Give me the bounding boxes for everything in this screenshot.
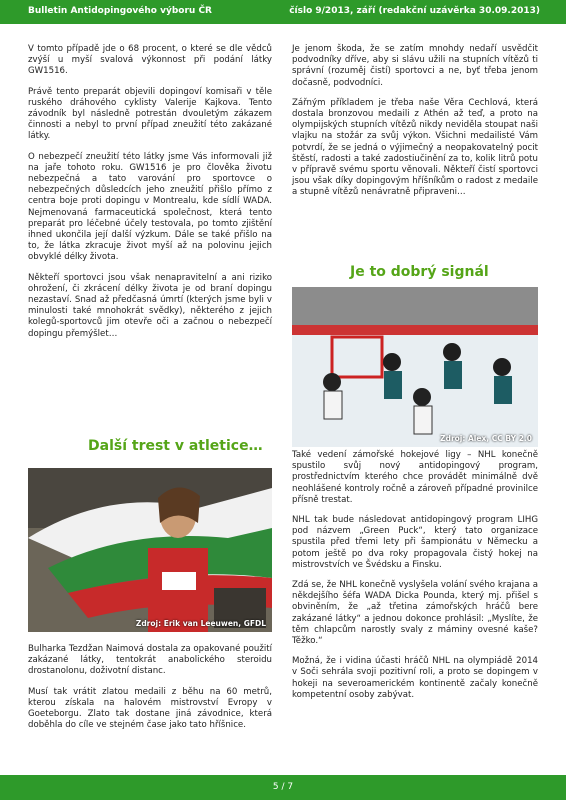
paragraph: Právě tento preparát objevili dopingoví komisaři v těle ruského dráhového cyklisty Valerije Kajkova. Tento závodník byl následně potrestán dvouletým zákazem činnosti a nebyl to první případ zneužití této zakázané látky. (28, 86, 272, 142)
right-column-continued (292, 450, 538, 710)
photo-caption: Zdroj: Alex, CC BY 2.0 (440, 434, 532, 443)
paragraph: Zářným příkladem je třeba naše Věra Cechlová, která dostala bronzovou medaili z Athén až teď, a proto na olympijských stupních vítězů nikdy neviděla stoupat naši vlajku na stožár za svůj výkon. Všichni medailisté Vám potvrdí, že se jedná o výjimečný a neopakovatelný pocit štěstí, radosti a také zadostiučinění za to, kolik litrů potu v přípravě svému sportu věnovali. Někteří čistí sportovci jsou však díky dopingovým hříšníkům o radost z medaile a stupně vítězů nenávratně připraveni… (292, 97, 538, 198)
paragraph: NHL tak bude následovat antidopingový program LIHG pod názvem „Green Puck“, který tato organizace spustila před třemi lety při šampionátu v Německu a potom ještě po dva roky propagovala čistý hokej na mistrovstvích ve Švédsku a Finsku. (292, 515, 538, 570)
paragraph: Musí tak vrátit zlatou medaili z běhu na 60 metrů, kterou získala na halovém mistrovství Evropy v Goeteborgu. Zlato tak dostane jiná závodnice, která doběhla do cíle ve stejném čase jako tato hříšnice. (28, 686, 272, 731)
paragraph: O nebezpečí zneužití této látky jsme Vás informovali již na jaře tohoto roku. GW1516 je pro člověka životu nebezpečná a tato varování pro sportovce o nebezpečných důsledcích jeho zneužití přišlo přímo z centra boje proti dopingu v Montrealu, kde sídlí WADA. Nejmenovaná farmaceutická společnost, která tento preparát pro léčebné účely testovala, po tomto zjištění ihned ukončila její další výzkum. Dále se také přišlo na to, že látka zkracuje život myší až na polovinu jejich obvyklé délky života. (28, 151, 272, 263)
bulletin-title: Bulletin Antidopingového výboru ČR (28, 6, 212, 16)
hockey-photo (292, 287, 538, 447)
paragraph: Je jenom škoda, že se zatím mnohdy nedaří usvědčit podvodníky dříve, aby si slávu užili na stupních vítězů ti správní (rozuměj čistí) sportovci a ne, byť třeba jenom dočasně, podvodníci. (292, 44, 538, 88)
photo-caption: Zdroj: Erik van Leeuwen, GFDL (135, 619, 266, 628)
paragraph: Také vedení zámořské hokejové ligy – NHL konečně spustilo svůj nový antidopingový program, prostřednictvím kterého chce provádět minimálně dvě neohlášené kontroly ročně a zároveň případné provinilce přísně trestat. (292, 450, 538, 505)
left-column (28, 44, 272, 349)
athlete-photo (28, 468, 272, 632)
hockey-photo-illustration (292, 287, 538, 447)
header-bar (0, 0, 566, 24)
paragraph: Možná, že i vidina účasti hráčů NHL na olympiádě 2014 v Soči sehrála svoji pozitivní roli, a proto se dopingem v hokeji na severoamerickém kontinentě začaly konečně kompetentní osoby zabývat. (292, 656, 538, 700)
section-heading-hockey: Je to dobrý signál (350, 264, 489, 280)
left-column-continued (28, 644, 272, 740)
issue-info: číslo 9/2013, září (redakční uzávěrka 30.09.2013) (289, 6, 540, 16)
paragraph: Zdá se, že NHL konečně vyslyšela volání svého krajana a někdejšího šéfa WADA Dicka Pounda, který mj. přišel s obviněním, že „až třetina zámořských hráčů bere zakázané látky“ a jednou dokonce prohlásil: „Myslíte, že těm chlapcům narostly svaly z máminy ovesné kaše? Těžko.“ (292, 580, 538, 647)
footer-bar (0, 775, 566, 800)
paragraph: Někteří sportovci jsou však nenapravitelní a ani riziko ohrožení, či zkrácení délky života je od braní dopingu nezastaví. Snad až předčasná úmrtí (kterých jsme byli v minulosti také mnohokrát svědky), některého z jejich kolegů-sportovců jim otevře oči a začnou o nebezpečí dopingu přemýšlet… (28, 272, 272, 339)
right-column (292, 44, 538, 208)
athlete-photo-illustration (28, 468, 272, 632)
section-heading-athletics: Další trest v atletice… (88, 438, 263, 454)
paragraph: Bulharka Tezdžan Naimová dostala za opakované použití zakázané látky, tentokrát anabolického steroidu drostanolonu, doživotní distanc. (28, 644, 272, 677)
paragraph: V tomto případě jde o 68 procent, o které se dle vědců zvýší u myší svalová výkonnost při podání látky GW1516. (28, 44, 272, 77)
page-number: 5 / 7 (272, 782, 294, 792)
